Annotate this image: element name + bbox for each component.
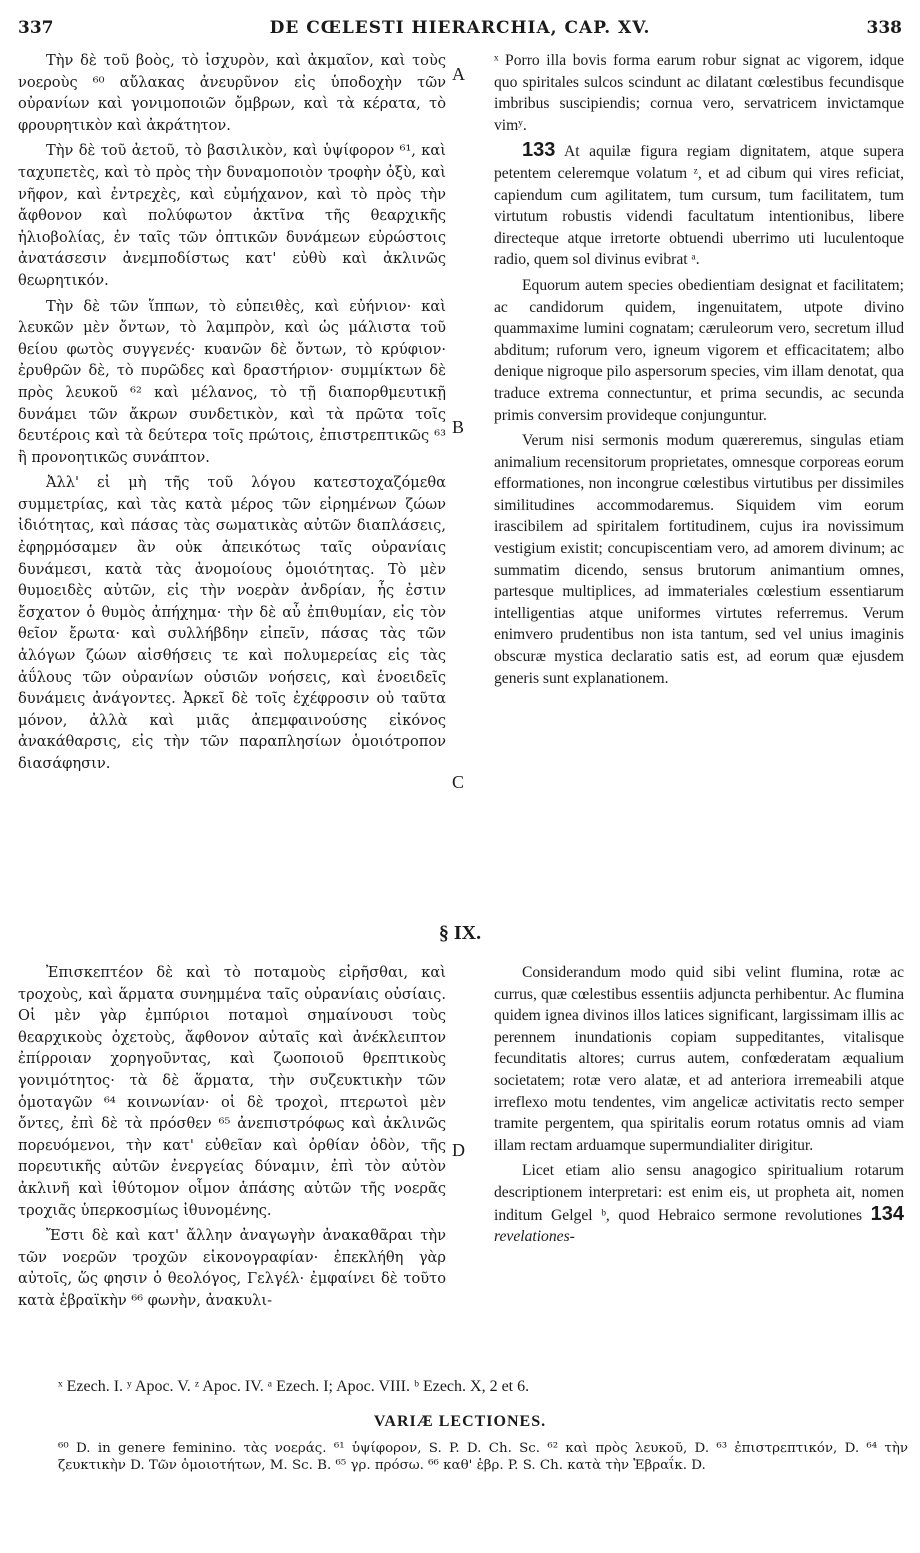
latin-paragraph: At aquilæ figura regiam dignitatem, atque supera petentem celeremque volatum ᶻ, et ad cibum qui vires reficiat, capiendum cum agilitatem, tum cursum, tum facilitatem, tum virtutum robustis videndi facultatum intentionibus, libere directeque atque irretorte obtuendi uberrimo uti luculentoque radio, quem sol divinus evibrat ᵃ. <box>494 143 904 269</box>
variae-lectiones-text: ⁶⁰ D. in genere feminino. τὰς νοεράς. ⁶¹ ὑψίφορον, S. P. D. Ch. Sc. ⁶² καὶ πρὸς λευκοῦ, D. ⁶³ ἐπιστρεπτικόν, D. ⁶⁴ τὴν ζευκτικὴν D. Τῶν ὁμοιοτήτων, M. Sc. B. ⁶⁵ γρ. πρόσω. ⁶⁶ καθ' ἑβρ. P. S. Ch. κατὰ τὴν Ἑβραΐκ. D. <box>58 1441 908 1473</box>
latin-tail: revelationes- <box>494 1228 575 1246</box>
latin-paragraph: ˣ Porro illa bovis forma earum robur signat ac vigorem, idque quo spiritales sulcos scindunt ac dilatant cœlestibus fecundisque imbribus suscipiendis; cornua vero, servatricem invictamque vimʸ. <box>494 52 904 134</box>
latin-column-top <box>494 50 904 693</box>
margin-letter-c: C <box>452 772 465 792</box>
page-number-left: 337 <box>18 18 54 38</box>
greek-paragraph: Τὴν δὲ τῶν ἵππων, τὸ εὐπειθὲς, καὶ εὐήνιον· καὶ λευκῶν μὲν ὄντων, τὸ λαμπρὸν, καὶ ὡς μάλιστα τοῦ θείου φωτὸς συγγενές· κυανῶν δὲ ὄντων, τὸ κρύφιον· ἐρυθρῶν δὲ, τὸ πυρῶδες καὶ δραστήριον· συμμίκτων δὲ πρὸς λευκοῦ ⁶² καὶ μέλανος, τὸ τῇ διαπορθμευτικῇ δυνάμει τῶν ἄκρων συνδετικὸν, καὶ τὰ πρῶτα τοῖς δευτέροις καὶ τὰ δεύτερα τοῖς πρώτοις, ἐπιστρεπτικῶς ⁶³ ἢ προνοητικῶς συνάπτον. <box>18 297 446 466</box>
page-number-right: 338 <box>866 18 902 38</box>
margin-letter-a: A <box>452 64 465 84</box>
latin-column-bottom <box>494 962 904 1252</box>
footnote-references: ˣ Ezech. I. ʸ Apoc. V. ᶻ Apoc. IV. ᵃ Ezech. I; Apoc. VIII. ᵇ Ezech. X, 2 et 6. <box>58 1378 530 1395</box>
greek-column-bottom <box>18 962 446 1316</box>
greek-paragraph: Ἐπισκεπτέον δὲ καὶ τὸ ποταμοὺς εἰρῆσθαι, καὶ τροχοὺς, καὶ ἅρματα συνημμένα ταῖς οὐρανίαις οὐσίαις. Οἱ μὲν γὰρ ἐμπύριοι ποταμοὶ σημαίνουσι τοὺς θεαρχικοὺς ὀχετοὺς, ἄφθονον αὐταῖς καὶ ἀνέκλειπτον ἐπίρροιαν χορηγοῦντας, καὶ ζωοποιοῦ θρεπτικοὺς γονιμότητος· τὰ δὲ ἅρματα, τὴν συζευκτικὴν τῶν ὁμοταγῶν ⁶⁴ κοινωνίαν· οἱ δὲ τροχοὶ, πτερωτοὶ μὲν ὄντες, ἐπὶ δὲ τὰ πρόσθεν ⁶⁵ ἀνεπιστρόφως καὶ ἀκλινῶς πορευόμενοι, τὴν κατ' εὐθεῖαν καὶ ὀρθίαν ὁδὸν, τῆς πορευτικῆς αὐτῶν ἐνεργείας δύναμιν, ἐπὶ τὸν αὐτὸν ἀκλινῆ καὶ ἰθύτομον οἶμον ἁπάσης αὐτῶν τῆς νοερᾶς τροχιᾶς ὑπερκοσμίως ἰθυνομένης. <box>18 964 446 1219</box>
greek-column-top <box>18 50 446 779</box>
latin-paragraph: Considerandum modo quid sibi velint flumina, rotæ ac currus, quæ cœlestibus essentiis adjuncta perhibentur. Ac flumina quidem ignea divinos illos latices significant, largissimam illis ac perennem inundationis copiam suppeditantes, vitalisque fecunditatis altores; currus autem, confœderatam æqualium societatem; rotæ vero alatæ, et ad anteriora irremeabili atque irreflexo motu tendentes, vim angelicæ activitatis recto semper tramite pergentem, qua spiritalis eorum rotatus omnis ad viam illam rectam arduamque supermundialiter dirigitur. <box>494 964 904 1154</box>
section-heading: § IX. <box>438 922 482 944</box>
variae-lectiones-heading: VARIÆ LECTIONES. <box>373 1413 547 1430</box>
greek-paragraph: Τὴν δὲ τοῦ ἀετοῦ, τὸ βασιλικὸν, καὶ ὑψίφορον ⁶¹, καὶ ταχυπετὲς, καὶ τὸ πρὸς τὴν δυναμοποιὸν τροφὴν ὀξὺ, καὶ νῆφον, καὶ ἐντρεχὲς, καὶ εὐμήχανον, καὶ τὸ πρὸς τὴν ἄφθονον καὶ πολύφωτον ἀκτῖνα τῆς θεαρχικῆς ἡλιοβολίας, ἐν ταῖς τῶν ὀπτικῶν δυνάμεων εὐρώστοις ἀνατάσεσιν ἀνεμποδίστως κατ' εὐθὺ καὶ ἀκλινῶς θεωρητικόν. <box>18 142 446 289</box>
latin-paragraph: Verum nisi sermonis modum quæreremus, singulas etiam animalium recensitorum proprietates, omnesque corporeas eorum efformationes, non incongrue cœlestibus virtutibus per dissimiles similitudines accommodaremus. Siquidem vim eorum irascibilem ad spiritalem fortitudinem, cujus ira novissimum vestigium existit; concupiscentiam vero, ad amorem divinum; ac summatim dicendo, sensus brutorum animantium omnes, partesque multiplices, ad immateriales cœlestium essentiarum intelligentias atque uniformes virtutes referremus. Verum enimvero prudentibus non ista tantum, sed vel unius imaginis obscuræ mystica declaratio satis est, ad eorum quæ ejusdem generis sunt explanationem. <box>494 432 904 687</box>
margin-number-134: 134 <box>870 1202 904 1225</box>
running-title: DE CŒLESTI HIERARCHIA, CAP. XV. <box>269 18 651 38</box>
margin-letter-b: B <box>452 417 465 437</box>
greek-paragraph: Τὴν δὲ τοῦ βοὸς, τὸ ἰσχυρὸν, καὶ ἀκμαῖον, καὶ τοὺς νοεροὺς ⁶⁰ αὔλακας ἀνευρῦνον εἰς ὑποδοχὴν τῶν οὐρανίων καὶ γονιμοποιῶν ὄμβρων, καὶ τὰ κέρατα, τὸ φρουρητικὸν καὶ ἀκράτητον. <box>18 52 446 134</box>
greek-paragraph: Ἔστι δὲ καὶ κατ' ἄλλην ἀναγωγὴν ἀνακαθᾶραι τὴν τῶν νοερῶν τροχῶν εἰκονογραφίαν· ἐπεκλήθη γὰρ αὐτοῖς, ὥς φησιν ὁ θεολόγος, Γελγέλ· ἐμφαίνει δὲ τοῦτο κατὰ ἑβραϊκὴν ⁶⁶ φωνὴν, ἀνακυλι- <box>18 1227 446 1309</box>
margin-number-133: 133 <box>522 139 556 162</box>
latin-paragraph: Equorum autem species obedientiam designat et facilitatem; ac candidorum quidem, ingenuitatem, utpote divino quammaxime lumini cognatam; cæruleorum vero, secretum illud abditum; ruforum vero, igneum vigorem et efficacitatem; albo denique nigroque pilo aspersorum species, vim illam denotat, qua traduce extrema connectuntur, et prima secundis, ac secunda primis conversim provideque conjunguntur. <box>494 276 904 424</box>
margin-letter-d: D <box>452 1140 465 1160</box>
greek-paragraph: Ἀλλ' εἰ μὴ τῆς τοῦ λόγου κατεστοχαζόμεθα συμμετρίας, καὶ τὰς κατὰ μέρος τῶν εἰρημένων ζώων ἰδιότητας, καὶ πάσας τὰς σωματικὰς αὐτῶν διαπλάσεις, ἐφηρμόσαμεν ἂν οὐκ ἀπεικότως ταῖς οὐρανίαις δυνάμεσι, κατὰ τὰς ἀνομοίους ὁμοιότητας. Τὸ μὲν θυμοειδὲς αὐτῶν, εἰς τὴν νοερὰν ἀνδρίαν, ἧς ἐστιν ἔσχατον ὁ θυμὸς ἀπήχημα· τὴν δὲ αὖ ἐπιθυμίαν, εἰς τὸν θεῖον ἔρωτα· καὶ συλλήβδην εἰπεῖν, πάσας τὰς τῶν ἀλόγων ζώων αἰσθήσεις τε καὶ πολυμερείας εἰς τὰς ἀΰλους τῶν οὐρανίων οὐσιῶν νοήσεις, καὶ ἑνοειδεῖς δυνάμεις ἀνάγοντες. Ἀρκεῖ δὲ τοῖς ἐχέφροσιν οὐ ταῦτα μόνον, ἀλλὰ καὶ μιᾶς ἀπεμφαινούσης εἰκόνος ἀνακάθαρσις, εἰς τὴν τῶν παραπλησίων ὁμοιότροπον διασάφησιν. <box>18 474 446 772</box>
latin-paragraph: Licet etiam alio sensu anagogico spiritualium rotarum descriptionem interpretari: est enim eis, ut propheta ait, nomen inditum Gelgel ᵇ, quod Hebraico sermone revolutiones <box>494 1162 904 1224</box>
